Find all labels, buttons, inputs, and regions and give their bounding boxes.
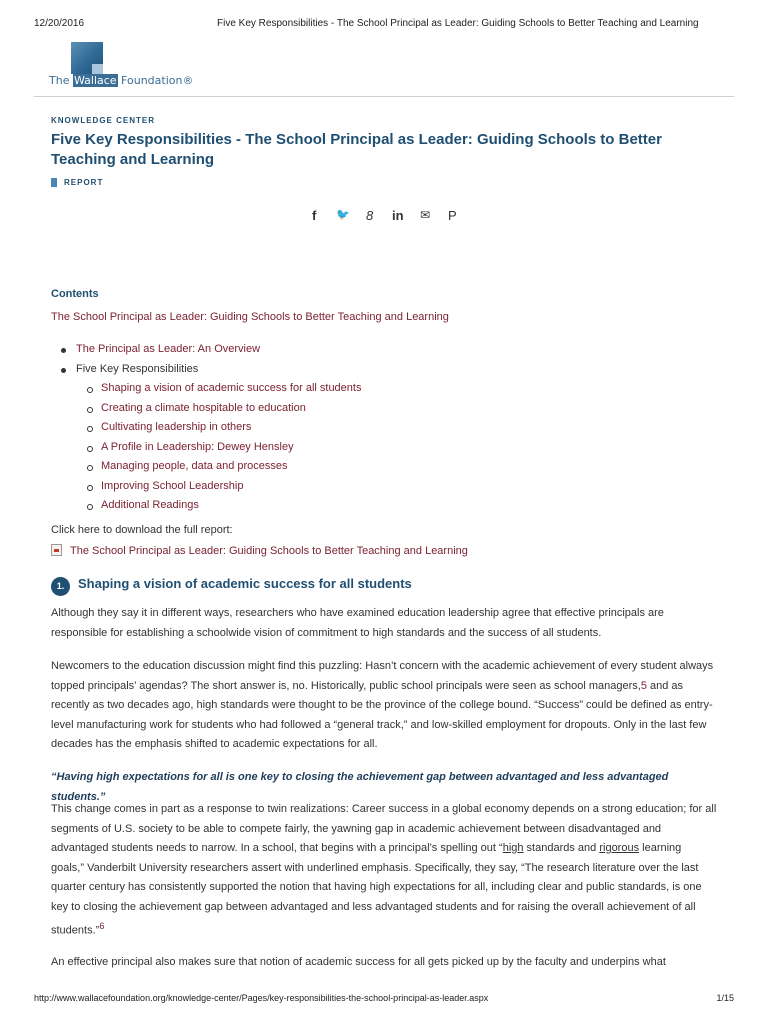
paragraph-4: An effective principal also makes sure that notion of academic success for all gets picked up by the faculty and underpins what <box>51 956 666 968</box>
pull-quote: “Having high expectations for all is one key to closing the achievement gap between advantaged and less advantaged students.” <box>51 771 669 803</box>
document-icon <box>51 178 57 187</box>
kicker-knowledge-center[interactable]: KNOWLEDGE CENTER <box>51 116 155 125</box>
email-icon[interactable]: ✉ <box>420 208 431 222</box>
toc-subitem[interactable]: Cultivating leadership in others <box>101 421 252 433</box>
toc-item-five-key: Five Key Responsibilities <box>76 363 199 375</box>
section-number-badge: 1. <box>51 577 70 596</box>
footnote-ref-6[interactable]: 6 <box>99 921 105 931</box>
underlined-rigorous: rigorous <box>599 842 640 854</box>
logo-mark-corner <box>92 64 103 74</box>
download-row <box>51 544 468 557</box>
print-header <box>34 18 734 32</box>
toc-subitem[interactable]: A Profile in Leadership: Dewey Hensley <box>101 441 294 453</box>
footnote-ref-5[interactable]: 5 <box>640 679 647 692</box>
bullet <box>87 446 93 452</box>
twitter-icon[interactable]: 🐦 <box>336 209 350 221</box>
toc-item-overview[interactable]: The Principal as Leader: An Overview <box>76 343 261 355</box>
paragraph-2: Newcomers to the education discussion might find this puzzling: Hasn’t concern with the academic achievement of every student always topped principals’ agendas? The short answer is, no. Historically, public school principals were seen as school managers,5 and as recently as two decades ago, high standards were thought to be the province of the college bound. “Success” could be defined as entry-level manufacturing work for students who had followed a “general track,” and low-skilled employment for dropouts. Only in the last few decades has the emphasis shifted to academic expectations for all. <box>51 660 714 750</box>
bullet <box>87 485 93 491</box>
header-divider <box>34 96 734 97</box>
page-number: 1/15 <box>716 993 734 1003</box>
report-tag[interactable] <box>51 178 103 187</box>
bullet <box>61 348 66 353</box>
print-date: 12/20/2016 <box>34 18 85 29</box>
toc-subitem[interactable]: Improving School Leadership <box>101 480 244 492</box>
google-plus-icon[interactable]: 8 <box>366 208 374 223</box>
wallace-foundation-logo[interactable] <box>49 42 194 90</box>
underlined-high: high <box>502 842 524 854</box>
bullet <box>87 504 93 510</box>
pinterest-icon[interactable]: P <box>448 208 457 223</box>
print-title: Five Key Responsibilities - The School Principal as Leader: Guiding Schools to Better Teaching and Learning <box>217 18 699 29</box>
toc-subitem[interactable]: Creating a climate hospitable to education <box>101 402 306 414</box>
bullet <box>87 465 93 471</box>
print-url: http://www.wallacefoundation.org/knowledge-center/Pages/key-responsibilities-the-school-principal-as-leader.aspx <box>34 993 489 1003</box>
report-label: REPORT <box>64 178 104 187</box>
toc-subitem[interactable]: Additional Readings <box>101 499 199 511</box>
facebook-icon[interactable]: f <box>312 208 317 223</box>
bullet <box>87 426 93 432</box>
toc-subitem[interactable]: Shaping a vision of academic success for all students <box>101 382 362 394</box>
linkedin-icon[interactable]: in <box>392 208 404 223</box>
bullet <box>87 387 93 393</box>
paragraph-3: This change comes in part as a response to twin realizations: Career success in a global economy depends on a strong education; for all segments of U.S. society to be able to compete fairly, the yawning gap in academic achievement between disadvantaged and advantaged students needs to narrow. In a school, that begins with a principal’s spelling out “high standards and rigorous learning goals,” Vanderbilt University researchers assert with underlined emphasis. Specifically, they say, “The research literature over the last quarter century has consistently supported the notion that having high expectations for all, including clear and public standards, is one key to closing the achievement gap between advantaged and less advantaged students and for raising the overall achievement of all students.”$^6$ <box>51 803 717 937</box>
logo-wordmark: The Wallace Foundation® <box>49 74 194 87</box>
logo-highlight: Wallace <box>73 74 117 87</box>
page-title: Five Key Responsibilities - The School Principal as Leader: Guiding Schools to Better Teaching and Learning <box>51 131 662 168</box>
pdf-icon <box>51 544 62 556</box>
download-report-link[interactable]: The School Principal as Leader: Guiding Schools to Better Teaching and Learning <box>70 545 468 557</box>
bullet <box>87 407 93 413</box>
bullet <box>61 368 66 373</box>
paragraph-1: Although they say it in different ways, researchers who have examined education leadership agree that effective principals are responsible for establishing a schoolwide vision of commitment to high standards and the success of all students. <box>51 607 664 639</box>
section-title: Shaping a vision of academic success for all students <box>78 576 412 591</box>
download-prompt: Click here to download the full report: <box>51 524 233 536</box>
toc-main-link[interactable]: The School Principal as Leader: Guiding Schools to Better Teaching and Learning <box>51 311 449 323</box>
contents-heading: Contents <box>51 288 99 300</box>
toc-subitem[interactable]: Managing people, data and processes <box>101 460 288 472</box>
